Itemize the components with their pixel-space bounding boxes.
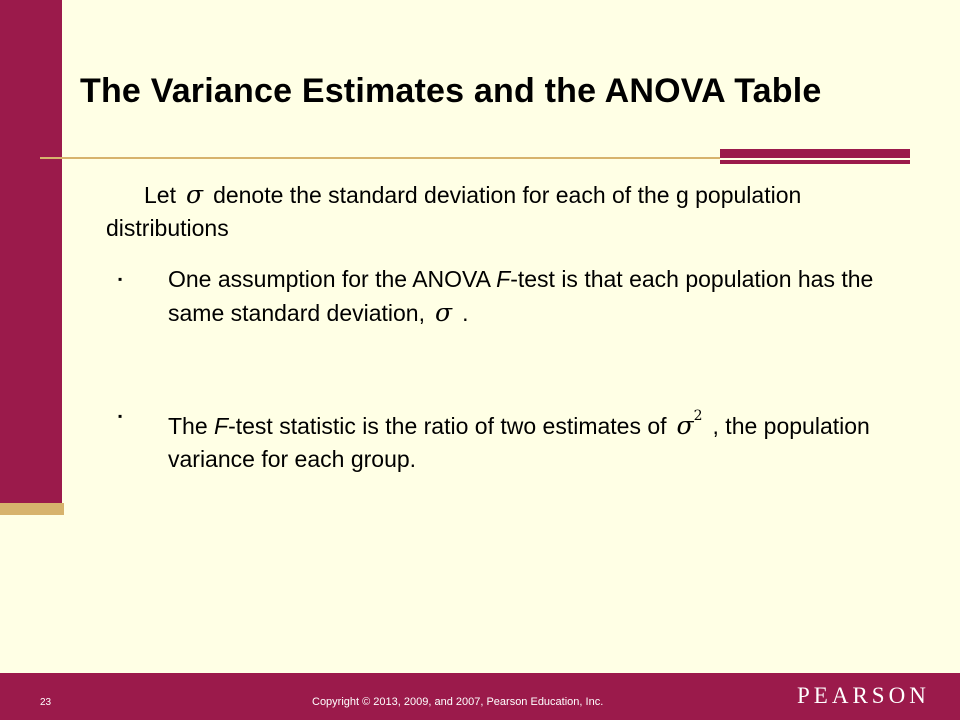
sigma-symbol: σ [185,180,204,209]
bullet-text-start: The [168,413,215,439]
bullet-text-middle: -test statistic is the ratio of two estimates of [228,413,667,439]
intro-text-end: denote the standard deviation for each of the g population distributions [106,182,802,241]
intro-paragraph [106,178,906,245]
copyright-notice: Copyright © 2013, 2009, and 2007, Pearson Education, Inc. [312,696,604,708]
bullet-text-middle: -test is that each population has the same standard deviation, [168,266,874,326]
bullet-marker: ▪ [118,409,123,423]
bullet-text [168,263,908,330]
slide-number: 23 [40,697,52,708]
slide-title: The Variance Estimates and the ANOVA Table [80,72,822,110]
bullet-marker: ▪ [118,272,123,286]
bullet-text-end: , the population variance for each group. [168,413,870,472]
pearson-logo: PEARSON [797,683,930,708]
footer-bar [0,673,960,720]
title-rule-block [720,149,910,164]
left-accent-bar [0,0,62,508]
sigma-squared-symbol [667,400,713,442]
f-italic: F [214,413,229,439]
sigma-base: σ [676,411,694,440]
sigma-symbol: σ [435,298,453,327]
superscript-two: 2 [693,408,703,424]
bullet-text-start: One assumption for the ANOVA [168,266,497,292]
bullet-text-end: . [462,300,469,326]
left-accent-stripe [0,503,64,515]
f-italic: F [496,266,511,292]
title-underline [40,157,730,159]
bullet-text [168,400,908,476]
intro-text-start: Let [144,182,176,208]
